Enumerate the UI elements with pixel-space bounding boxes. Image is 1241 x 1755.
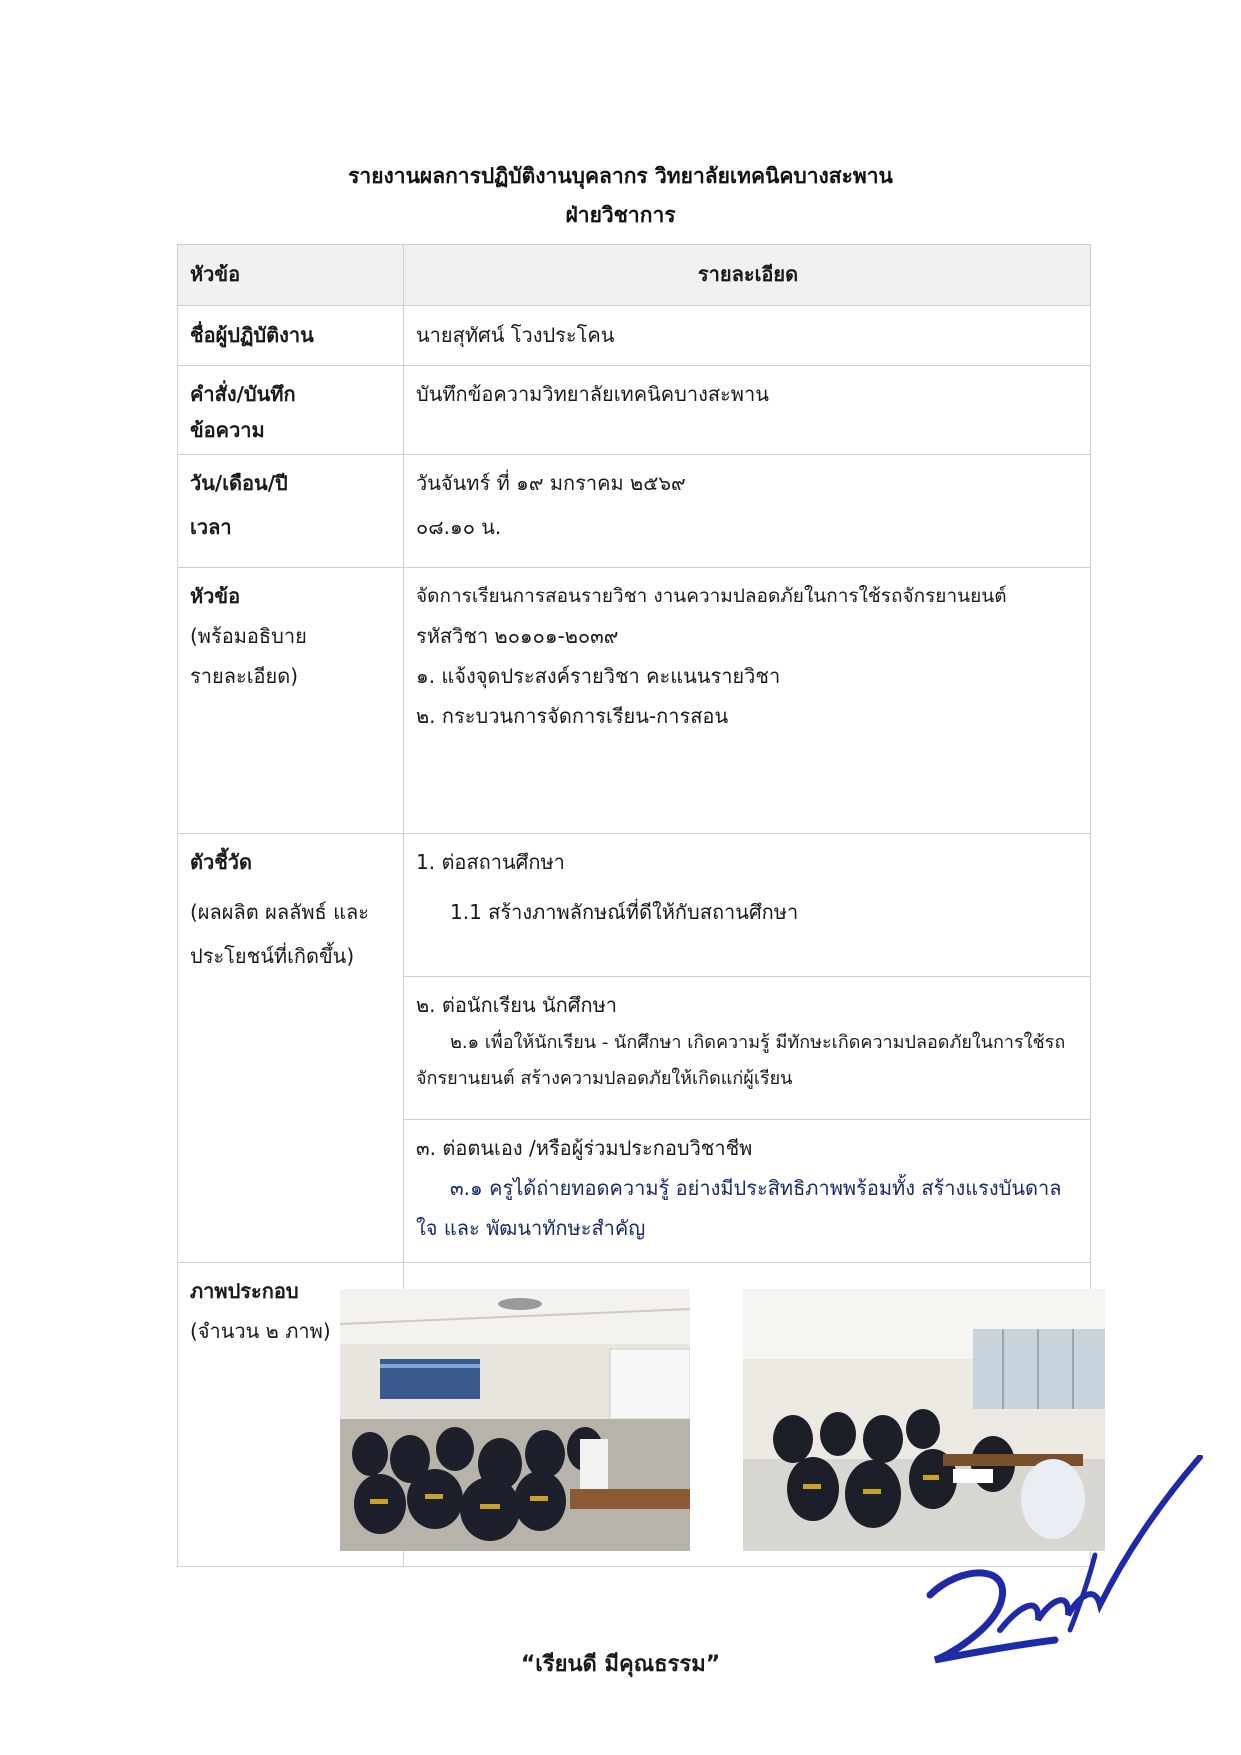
time-value: ๐๘.๑๐ น. <box>416 515 502 539</box>
table-row <box>178 568 1091 834</box>
table-row <box>178 455 1091 568</box>
date-value-cell <box>404 455 1091 568</box>
time-label: เวลา <box>190 515 232 539</box>
topic-line-1: จัดการเรียนการสอนรายวิชา งานความปลอดภัยในการใช้รถจักรยานยนต์ <box>416 585 1007 607</box>
table-row <box>178 366 1091 455</box>
table-row <box>178 306 1091 366</box>
kpi1-item: 1.1 สร้างภาพลักษณ์ที่ดีให้กับสถานศึกษา <box>450 900 799 924</box>
kpi3-item: ๓.๑ ครูได้ถ่ายทอดความรู้ อย่างมีประสิทธิภาพพร้อมทั้ง สร้างแรงบันดาลใจ และ พัฒนาทักษะสำคัญ <box>416 1176 1062 1240</box>
classroom-photo-1 <box>340 1289 690 1551</box>
order-label <box>178 366 404 455</box>
kpi3-head: ๓. ต่อตนเอง /หรือผู้ร่วมประกอบวิชาชีพ <box>416 1136 753 1160</box>
kpi1-head: 1. ต่อสถานศึกษา <box>416 850 565 874</box>
kpi2-head: ๒. ต่อนักเรียน นักศึกษา <box>416 993 618 1017</box>
kpi-sub-2: ประโยชน์ที่เกิดขึ้น) <box>190 944 355 968</box>
kpi-label: ตัวชี้วัด <box>190 850 253 874</box>
kpi2-cell <box>404 977 1091 1120</box>
photo-label: ภาพประกอบ <box>190 1279 299 1303</box>
topic-sub-2: รายละเอียด) <box>190 664 299 688</box>
department-title: ฝ่ายวิชาการ <box>565 203 676 227</box>
photo-sub: (จำนวน ๒ ภาพ) <box>190 1319 331 1343</box>
order-label-line1: คำสั่ง/บันทึก <box>190 382 296 406</box>
topic-line-3: ๑. แจ้งจุดประสงค์รายวิชา คะแนนรายวิชา <box>416 664 781 688</box>
topic-label: หัวข้อ <box>190 584 241 608</box>
kpi3-cell <box>404 1120 1091 1263</box>
footer-motto: “เรียนดี มีคุณธรรม” <box>520 1652 721 1677</box>
topic-label-cell <box>178 568 404 834</box>
kpi-sub-1: (ผลผลิต ผลลัพธ์ และ <box>190 900 369 924</box>
signature <box>920 1455 1220 1675</box>
kpi2-item: ๒.๑ เพื่อให้นักเรียน - นักศึกษา เกิดความรู้ มีทักษะเกิดความปลอดภัยในการใช้รถจักรยานยนต์ สร้างความปลอดภัยให้เกิดแก่ผู้เรียน <box>416 1032 1066 1089</box>
kpi-label-cell <box>178 834 404 1263</box>
date-label: วัน/เดือน/ปี <box>190 471 288 495</box>
date-label-cell <box>178 455 404 568</box>
report-title: รายงานผลการปฏิบัติงานบุคลากร วิทยาลัยเทคนิคบางสะพาน <box>348 164 893 188</box>
order-value: บันทึกข้อความวิทยาลัยเทคนิคบางสะพาน <box>404 366 1091 455</box>
kpi1-cell <box>404 834 1091 977</box>
name-value: นายสุทัศน์ โวงประโคน <box>404 306 1091 366</box>
order-label-line2: ข้อความ <box>190 418 265 442</box>
table-header-row <box>178 245 1091 306</box>
topic-sub-1: (พร้อมอธิบาย <box>190 624 307 648</box>
topic-line-4: ๒. กระบวนการจัดการเรียน-การสอน <box>416 704 729 728</box>
table-row <box>178 834 1091 977</box>
topic-line-2: รหัสวิชา ๒๐๑๐๑-๒๐๓๙ <box>416 624 619 648</box>
topic-detail-cell <box>404 568 1091 834</box>
col-topic-header: หัวข้อ <box>178 245 404 306</box>
date-value: วันจันทร์ ที่ ๑๙ มกราคม ๒๕๖๙ <box>416 471 686 495</box>
col-detail-header: รายละเอียด <box>404 245 1091 306</box>
name-label: ชื่อผู้ปฏิบัติงาน <box>178 306 404 366</box>
